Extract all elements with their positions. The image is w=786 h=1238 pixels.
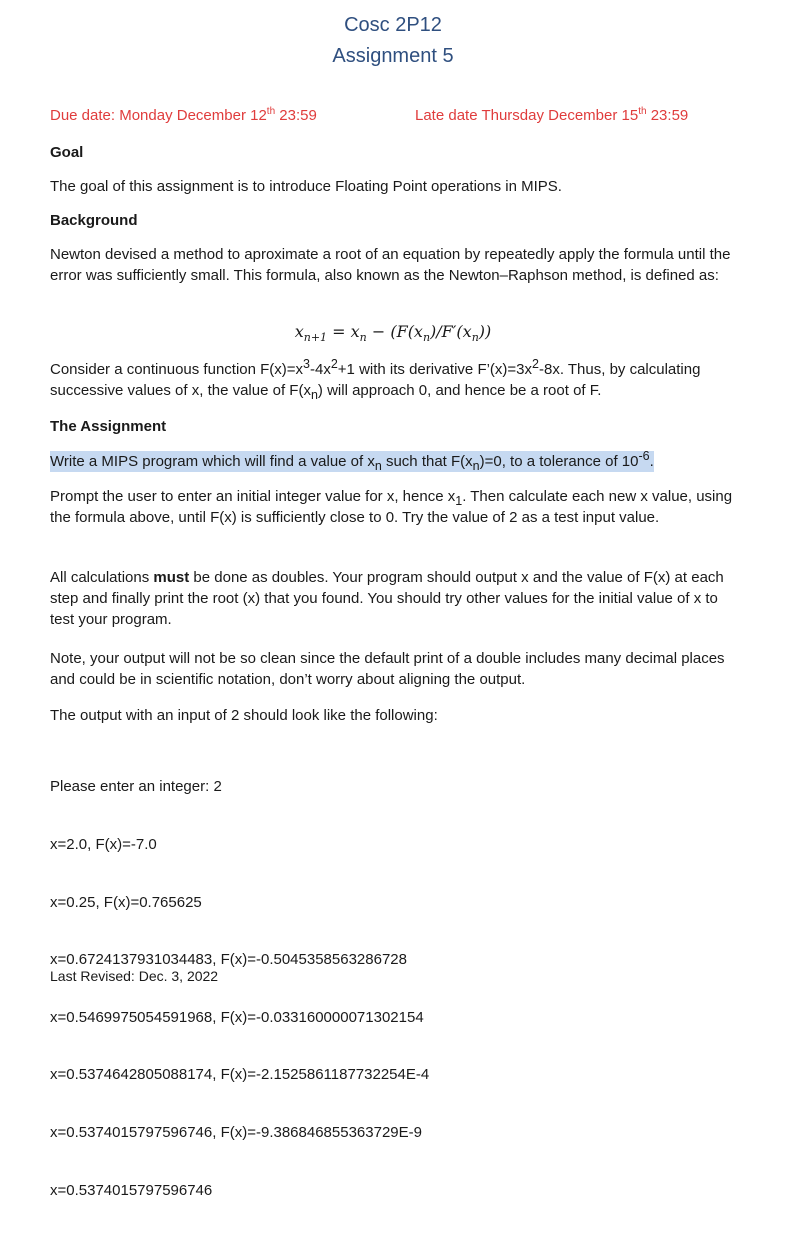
due-date — [50, 107, 317, 124]
sample-output — [50, 739, 429, 1238]
output-line: Please enter an integer: 2 — [50, 778, 222, 796]
output-line: x=0.6724137931034483, F(x)=-0.5045358563286728 — [50, 951, 407, 969]
output-line: x=0.5374642805088174, F(x)=-2.1525861187732254E-4 — [50, 1066, 430, 1084]
formula-eq: = x — [327, 322, 360, 341]
formula-sub-3: n — [471, 331, 479, 345]
due-date-time: 23:59 — [275, 107, 317, 124]
stmt-sub-1: n — [374, 459, 382, 473]
last-revised: Last Revised: Dec. 3, 2022 — [50, 968, 219, 984]
late-date-sup: th — [638, 106, 647, 117]
formula-sub-1: n — [359, 331, 367, 345]
prompt-text-1: Prompt the user to enter an initial integer value for x, hence x — [50, 488, 456, 505]
stmt-sub-2: n — [472, 459, 480, 473]
fn-text-4: -8x. Thus, by calculating successive values of x, the value of F(x — [50, 361, 701, 399]
prompt-instructions — [50, 486, 740, 528]
fn-text-3: +1 with its derivative F’(x)=3x — [337, 361, 533, 378]
calc-bold: must — [153, 569, 190, 586]
stmt-text-4: . — [649, 453, 654, 470]
output-line: x=2.0, F(x)=-7.0 — [50, 836, 157, 854]
output-note: Note, your output will not be so clean since the default print of a double includes many decimal places and could be in scientific notation, don’t worry about aligning the output. — [50, 650, 725, 688]
newton-formula — [0, 322, 786, 345]
late-date-text: Late date Thursday December 15 — [415, 107, 639, 124]
fn-text-2: -4x — [310, 361, 331, 378]
course-title: Cosc 2P12 — [344, 14, 442, 36]
formula-lhs: x — [294, 322, 304, 341]
goal-heading: Goal — [50, 144, 84, 161]
output-line: x=0.25, F(x)=0.765625 — [50, 893, 202, 911]
fn-sub: n — [310, 388, 318, 402]
fn-text-1: Consider a continuous function F(x)=x — [50, 361, 304, 378]
late-date — [415, 107, 688, 124]
output-intro: The output with an input of 2 should look like the following: — [50, 707, 438, 724]
stmt-sup: -6 — [638, 449, 650, 463]
formula-sub-2: n — [422, 331, 431, 345]
function-description — [50, 359, 740, 401]
formula-end: )) — [478, 322, 492, 341]
fn-text-5: ) will approach 0, and hence be a root of F. — [317, 382, 602, 399]
stmt-text-3: )=0, to a tolerance of 10 — [479, 453, 639, 470]
formula-mid: − (F(x — [366, 322, 423, 341]
assignment-statement — [50, 451, 740, 472]
calculation-instructions — [50, 567, 740, 630]
background-heading: Background — [50, 212, 138, 229]
formula-mid2: )/F′(x — [430, 322, 472, 341]
output-line: x=0.5469975054591968, F(x)=-0.033160000071302154 — [50, 1008, 424, 1026]
due-date-sup: th — [266, 106, 276, 117]
goal-text: The goal of this assignment is to introduce Floating Point operations in MIPS. — [50, 178, 562, 195]
fn-sup-3: 2 — [532, 357, 539, 371]
fn-sup-1: 3 — [303, 357, 310, 371]
assignment-heading: The Assignment — [50, 418, 167, 435]
formula-lhs-sub: n+1 — [303, 331, 328, 345]
late-date-time: 23:59 — [646, 107, 689, 124]
output-line: x=0.5374015797596746 — [50, 1181, 213, 1199]
background-text: Newton devised a method to aproximate a root of an equation by repeatedly apply the formula until the error was sufficiently small. This formula, also known as the Newton–Raphson method, is defined as: — [50, 246, 731, 284]
assignment-title: Assignment 5 — [332, 45, 454, 67]
stmt-text-2: such that F(x — [381, 453, 473, 470]
stmt-text-1: Write a MIPS program which will find a value of x — [50, 453, 375, 470]
due-date-text: Due date: Monday December 12 — [50, 107, 267, 124]
calc-text-2: be done as doubles. Your program should output x and the value of F(x) at each step and finally print the root (x) that you found. You should try other values for the initial value of x to test your program. — [50, 569, 724, 628]
highlighted-statement — [50, 451, 654, 472]
output-line: x=0.5374015797596746, F(x)=-9.386846855363729E-9 — [50, 1124, 422, 1142]
prompt-sub: 1 — [455, 494, 463, 508]
prompt-text-2: . Then calculate each new x value, using the formula above, until F(x) is sufficiently close to 0. Try the value of 2 as a test input value. — [50, 488, 733, 526]
fn-sup-2: 2 — [330, 357, 338, 371]
calc-text-1: All calculations — [50, 569, 154, 586]
